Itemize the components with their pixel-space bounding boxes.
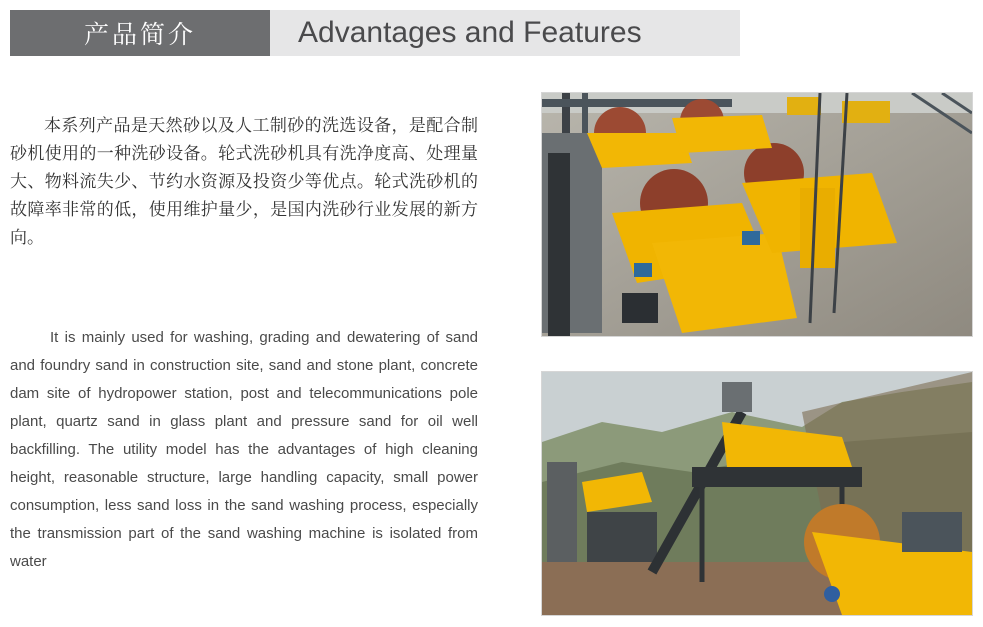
sand-washer-photo-bottom (541, 371, 973, 616)
intro-paragraph-cn: 本系列产品是天然砂以及人工制砂的洗选设备，是配合制砂机使用的一种洗砂设备。轮式洗砂机具有洗净度高、处理量大、物料流失少、节约水资源及投资少等优点。轮式洗砂机的故障率非常的低，使用维护量少，是国内洗砂行业发展的新方向。 (10, 116, 478, 248)
header-title-cn: 产品简介 (10, 10, 270, 56)
sand-washer-plant-illustration (542, 93, 972, 336)
header-title-en: Advantages and Features (270, 10, 740, 56)
sand-washer-site-illustration (542, 372, 972, 615)
intro-paragraph-en: It is mainly used for washing, grading and dewatering of sand and foundry sand in construction site, sand and stone plant, concrete dam site of hydropower station, post and telecommunications pole plant, quartz sand in glass plant and pressure sand for oil well backfilling. The utility model has the advantages of high cleaning height, reasonable structure, large handling capacity, small power consumption, less sand loss in the sand washing process, especially the transmission part of the sand washing machine is isolated from water (10, 329, 478, 570)
sand-washer-photo-top (541, 92, 973, 337)
section-header (10, 10, 740, 56)
